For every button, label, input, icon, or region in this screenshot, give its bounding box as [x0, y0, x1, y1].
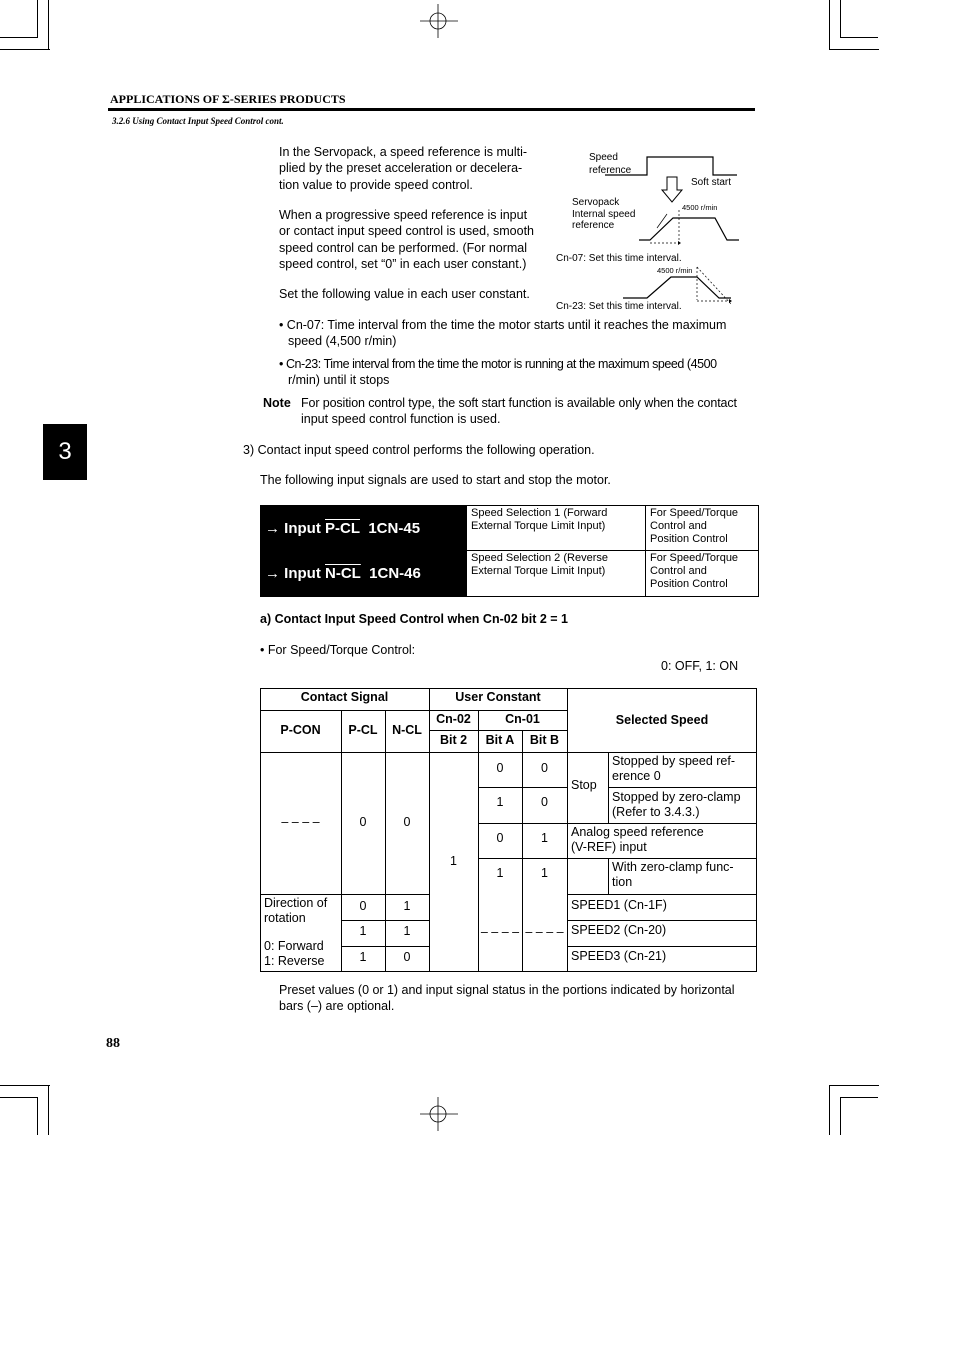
- text-line: Stopped by speed ref-: [612, 754, 735, 768]
- signal-name-cell: [261, 551, 466, 596]
- table-line: [260, 894, 429, 895]
- speed-1: SPEED1 (Cn-1F): [571, 898, 667, 912]
- text-line: When a progressive speed reference is input: [279, 208, 528, 222]
- crop-mark: [829, 49, 879, 50]
- speed-3: SPEED3 (Cn-21): [571, 949, 667, 963]
- table-line: [608, 858, 609, 894]
- contact-signal-table: [260, 688, 757, 972]
- text-line: • Cn-07: Time interval from the time the motor starts until it reaches the maximum: [279, 318, 727, 332]
- table-border: [756, 688, 757, 972]
- text-line: speed control can be performed. (For normal: [279, 240, 528, 255]
- step-3: 3) Contact input speed control performs the following operation.: [243, 443, 595, 457]
- text-line: speed control, set “0” in each user constant.): [279, 256, 527, 271]
- header-rule: [108, 108, 755, 111]
- header-pcl: P-CL: [348, 723, 378, 737]
- text-line: • Cn-23: Time interval from the time the motor is running at the maximum speed (4500: [279, 357, 717, 371]
- label-line: Internal speed: [572, 208, 636, 220]
- text-line: erence 0: [612, 768, 661, 783]
- ncl-value: 0: [403, 815, 411, 829]
- intro-paragraph-2: [279, 207, 534, 272]
- label-line: Speed: [589, 152, 618, 163]
- text-line: Control and: [650, 520, 707, 532]
- table-line: [478, 823, 757, 824]
- signal-name: P-CL: [325, 520, 360, 537]
- text-line: Stopped by zero-clamp: [612, 790, 741, 804]
- stop-label: Stop: [571, 778, 597, 792]
- stop-speed-ref-zero: [612, 754, 754, 783]
- ncl-value: 1: [403, 924, 411, 938]
- signal-pin: 1CN-45: [368, 520, 421, 537]
- table-line: [341, 946, 429, 947]
- text-line: For Speed/Torque: [650, 552, 739, 564]
- signal-usage: [645, 551, 758, 596]
- stop-zero-clamp: [612, 790, 754, 819]
- table-line: [567, 920, 757, 921]
- input-signal-box: [260, 505, 759, 597]
- signal-prefix: → Input: [265, 520, 325, 537]
- text-line: (Refer to 3.4.3.): [612, 804, 700, 819]
- pcl-value: 1: [359, 950, 367, 964]
- subsection-title: 3.2.6 Using Contact Input Speed Control cont.: [112, 116, 284, 126]
- table-line: [608, 752, 609, 823]
- signals-intro: The following input signals are used to start and stop the motor.: [260, 473, 611, 487]
- signal-name: N-CL: [325, 565, 361, 582]
- crop-mark: [0, 1085, 50, 1086]
- signal-gap: [361, 565, 369, 582]
- text-line: plied by the preset acceleration or decelera-: [279, 161, 523, 176]
- text-line: With zero-clamp func-: [612, 860, 734, 874]
- direction-of-rotation: [264, 896, 342, 968]
- crop-mark: [840, 0, 841, 38]
- header-bitb: Bit B: [529, 733, 560, 747]
- registration-target-icon: [420, 4, 460, 38]
- header-bit2: Bit 2: [439, 733, 468, 747]
- bullet-cn23: [279, 356, 759, 389]
- text-line: Position Control: [650, 533, 728, 545]
- header-bita: Bit A: [485, 733, 515, 747]
- bita-value: 0: [496, 761, 504, 775]
- header-contact-signal: Contact Signal: [300, 690, 389, 704]
- text-line: (V-REF) input: [571, 839, 647, 854]
- crop-mark: [0, 49, 50, 50]
- header-cn02: Cn-02: [436, 712, 471, 726]
- header-cn01: Cn-01: [505, 712, 540, 726]
- bita-value: 1: [496, 795, 504, 809]
- crop-mark: [829, 1085, 879, 1086]
- signal-row-ncl: [261, 551, 758, 596]
- table-line: [478, 787, 567, 788]
- signal-row-pcl: [261, 506, 758, 551]
- table-line: [567, 688, 568, 972]
- text-line: Control and: [650, 565, 707, 577]
- bita-value: 0: [496, 831, 504, 845]
- table-line: [341, 920, 429, 921]
- chapter-tab: [43, 424, 87, 480]
- bitb-value: 0: [541, 795, 548, 809]
- soft-start-label: Soft start: [691, 177, 732, 188]
- table-line: [608, 787, 757, 788]
- crop-mark: [48, 0, 49, 50]
- for-speed-torque: • For Speed/Torque Control:: [260, 643, 416, 657]
- signal-prefix: → Input: [265, 565, 325, 582]
- table-line: [260, 710, 567, 711]
- text-line: In the Servopack, a speed reference is multi-: [279, 145, 528, 159]
- signal-description: [466, 506, 646, 551]
- footer-note: [279, 982, 759, 1015]
- crop-mark: [37, 1097, 38, 1135]
- text-line: Direction of: [264, 896, 328, 910]
- bullet-cn07: [279, 317, 759, 350]
- header-user-constant: User Constant: [455, 690, 541, 704]
- rpm-label-1: 4500 r/min: [682, 203, 718, 212]
- crop-mark: [840, 1097, 841, 1135]
- crop-mark: [0, 37, 38, 38]
- text-line: Preset values (0 or 1) and input signal status in the portions indicated by horizontal: [279, 983, 735, 997]
- bitb-value: 0: [541, 761, 548, 775]
- subheading: a) Contact Input Speed Control when Cn-02 bit 2 = 1: [260, 612, 569, 626]
- label-line: Servopack: [572, 197, 620, 208]
- text-line: Analog speed reference: [571, 825, 704, 839]
- crop-mark: [37, 0, 38, 38]
- header-ncl: N-CL: [392, 723, 422, 737]
- table-line: [567, 946, 757, 947]
- table-line: [567, 894, 757, 895]
- table-border: [260, 688, 757, 689]
- text-line: 1: Reverse: [264, 953, 325, 968]
- text-line: For position control type, the soft start function is available only when the contact: [301, 396, 737, 410]
- crop-mark: [829, 0, 830, 50]
- text-line: speed (4,500 r/min): [288, 334, 397, 349]
- text-line: Speed Selection 1 (Forward: [471, 507, 608, 519]
- table-line: [429, 688, 430, 972]
- cn23-note: Cn-23: Set this time interval.: [556, 301, 682, 312]
- header-selected-speed: Selected Speed: [615, 713, 709, 727]
- bitb-optional: – – – –: [525, 925, 564, 939]
- label-line: reference: [572, 220, 615, 231]
- pcl-value: 0: [359, 899, 367, 913]
- crop-mark: [0, 1097, 38, 1098]
- table-line: [429, 730, 567, 731]
- text-line: 0: Forward: [264, 939, 324, 953]
- bita-optional: – – – –: [480, 925, 520, 939]
- signal-description: [466, 551, 646, 596]
- text-line: External Torque Limit Input): [471, 520, 606, 532]
- table-line: [260, 752, 757, 753]
- text-line: input speed control function is used.: [301, 412, 501, 427]
- crop-mark: [840, 37, 878, 38]
- text-line: tion: [612, 874, 633, 889]
- rpm-label-2: 4500 r/min: [657, 266, 693, 275]
- text-line: Position Control: [650, 578, 728, 590]
- text-line: rotation: [264, 910, 306, 925]
- pcon-optional: – – – –: [281, 815, 320, 829]
- soft-start-diagram: [555, 150, 755, 315]
- zero-clamp-function: [612, 860, 754, 889]
- table-legend: 0: OFF, 1: ON: [661, 659, 739, 673]
- intro-paragraph-3: Set the following value in each user constant.: [279, 287, 530, 301]
- page-number: 88: [106, 1036, 120, 1051]
- text-line: or contact input speed control is used, smooth: [279, 224, 535, 239]
- label-line: reference: [589, 164, 632, 176]
- bita-value: 1: [496, 866, 504, 880]
- header-pcon: P-CON: [280, 723, 321, 737]
- bitb-value: 1: [541, 866, 548, 880]
- note-text: [301, 395, 761, 428]
- table-border: [260, 971, 757, 972]
- note-label: Note: [263, 396, 291, 410]
- text-line: bars (–) are optional.: [279, 999, 395, 1014]
- ncl-value: 1: [403, 899, 411, 913]
- signal-usage: [645, 506, 758, 551]
- chapter-number: 3: [58, 438, 72, 465]
- text-line: Speed Selection 2 (Reverse: [471, 552, 608, 564]
- analog-speed-reference: [571, 825, 755, 854]
- crop-mark: [48, 1085, 49, 1135]
- registration-target-icon: [420, 1097, 460, 1131]
- signal-name-cell: [261, 506, 466, 551]
- text-line: For Speed/Torque: [650, 507, 739, 519]
- pcl-value: 0: [359, 815, 367, 829]
- spacer: [264, 925, 342, 939]
- text-line: tion value to provide speed control.: [279, 177, 473, 192]
- cn07-note: Cn-07: Set this time interval.: [556, 253, 682, 264]
- text-line: r/min) until it stops: [288, 373, 390, 388]
- signal-pin: 1CN-46: [369, 565, 421, 582]
- speed-2: SPEED2 (Cn-20): [571, 923, 667, 937]
- crop-mark: [829, 1085, 830, 1135]
- ncl-value: 0: [403, 950, 411, 964]
- table-line: [478, 858, 757, 859]
- section-title: APPLICATIONS OF Σ-SERIES PRODUCTS: [110, 92, 346, 106]
- text-line: External Torque Limit Input): [471, 565, 606, 577]
- bit2-value: 1: [450, 854, 457, 868]
- pcl-value: 1: [359, 924, 367, 938]
- intro-paragraph-1: [279, 144, 527, 193]
- crop-mark: [840, 1097, 878, 1098]
- bitb-value: 1: [541, 831, 548, 845]
